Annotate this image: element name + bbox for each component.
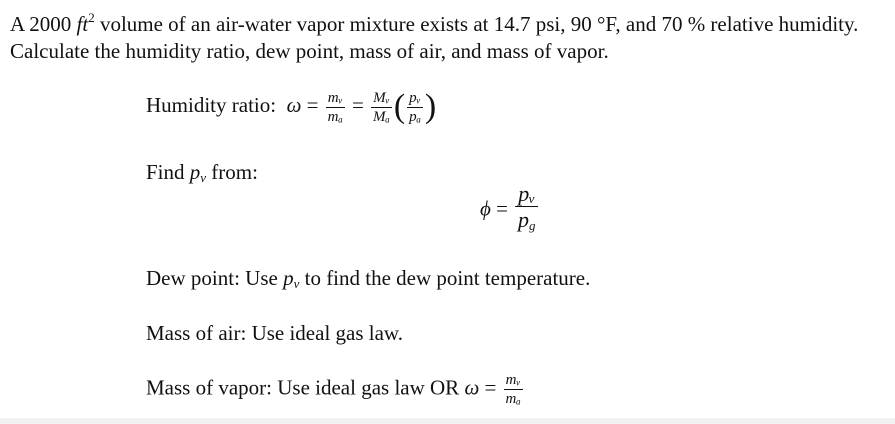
dew-point-text-post: to find the dew point temperature.: [299, 266, 591, 290]
problem-text: volume of an air-water vapor mixture exists at 14.7 psi, 90 °F, and 70 % relative humidity. Calculate the humidity ratio, dew point, mass of air, and mass of vapor.: [10, 12, 859, 63]
equals-sign: =: [306, 92, 319, 117]
open-paren: (: [393, 88, 406, 125]
pv-over-pg-fraction: [515, 183, 538, 238]
fraction-denominator: [515, 207, 538, 238]
subscript-v: v: [293, 276, 300, 291]
mass-of-vapor-line: [146, 372, 525, 407]
fraction-denominator: Mₐ: [373, 108, 390, 125]
denominator-p: p: [518, 207, 530, 232]
close-paren: ): [424, 88, 437, 125]
fraction-numerator: mᵥ: [505, 372, 521, 388]
mass-of-air-line: [146, 321, 403, 346]
omega-symbol: ω: [286, 92, 302, 117]
equals-sign: =: [484, 375, 497, 400]
molar-mass-fraction: [371, 90, 392, 125]
subscript-g: g: [529, 218, 536, 233]
humidity-ratio-equation: [146, 88, 436, 126]
unit-base: ft: [76, 12, 89, 36]
pressure-symbol: p: [189, 160, 201, 184]
dew-point-line: [146, 266, 590, 292]
fraction-numerator: pᵥ: [409, 89, 421, 106]
find-pv-line: [146, 160, 258, 186]
fraction-denominator: mₐ: [505, 391, 521, 407]
mass-of-air-text: Mass of air: Use ideal gas law.: [146, 321, 403, 345]
mass-of-vapor-text: Mass of vapor: Use ideal gas law OR: [146, 375, 465, 400]
fraction-numerator: Mᵥ: [373, 89, 390, 106]
humidity-ratio-label: Humidity ratio:: [146, 92, 277, 117]
problem-statement: [10, 4, 880, 65]
pressure-symbol: p: [283, 266, 294, 290]
unit-exponent: 2: [88, 10, 95, 25]
omega-symbol: ω: [464, 375, 480, 400]
pressure-fraction: [407, 90, 423, 125]
mass-ratio-fraction: [326, 90, 345, 125]
problem-intro: A 2000: [10, 12, 77, 36]
equals-sign: =: [496, 196, 508, 221]
find-label-post: from:: [206, 160, 258, 184]
fraction-denominator: mₐ: [327, 108, 343, 125]
fraction-numerator: mᵥ: [327, 89, 343, 106]
relative-humidity-equation: [480, 183, 540, 238]
equals-sign: =: [352, 92, 364, 117]
bottom-edge-bar: [0, 418, 895, 424]
fraction-denominator: pₐ: [409, 108, 421, 125]
phi-symbol: ϕ: [480, 196, 491, 221]
dew-point-text-pre: Dew point: Use: [146, 266, 284, 290]
find-label: Find: [146, 160, 190, 184]
subscript-v: v: [200, 170, 207, 185]
fraction-numerator: pᵥ: [515, 183, 538, 207]
mass-ratio-fraction: [504, 372, 523, 407]
